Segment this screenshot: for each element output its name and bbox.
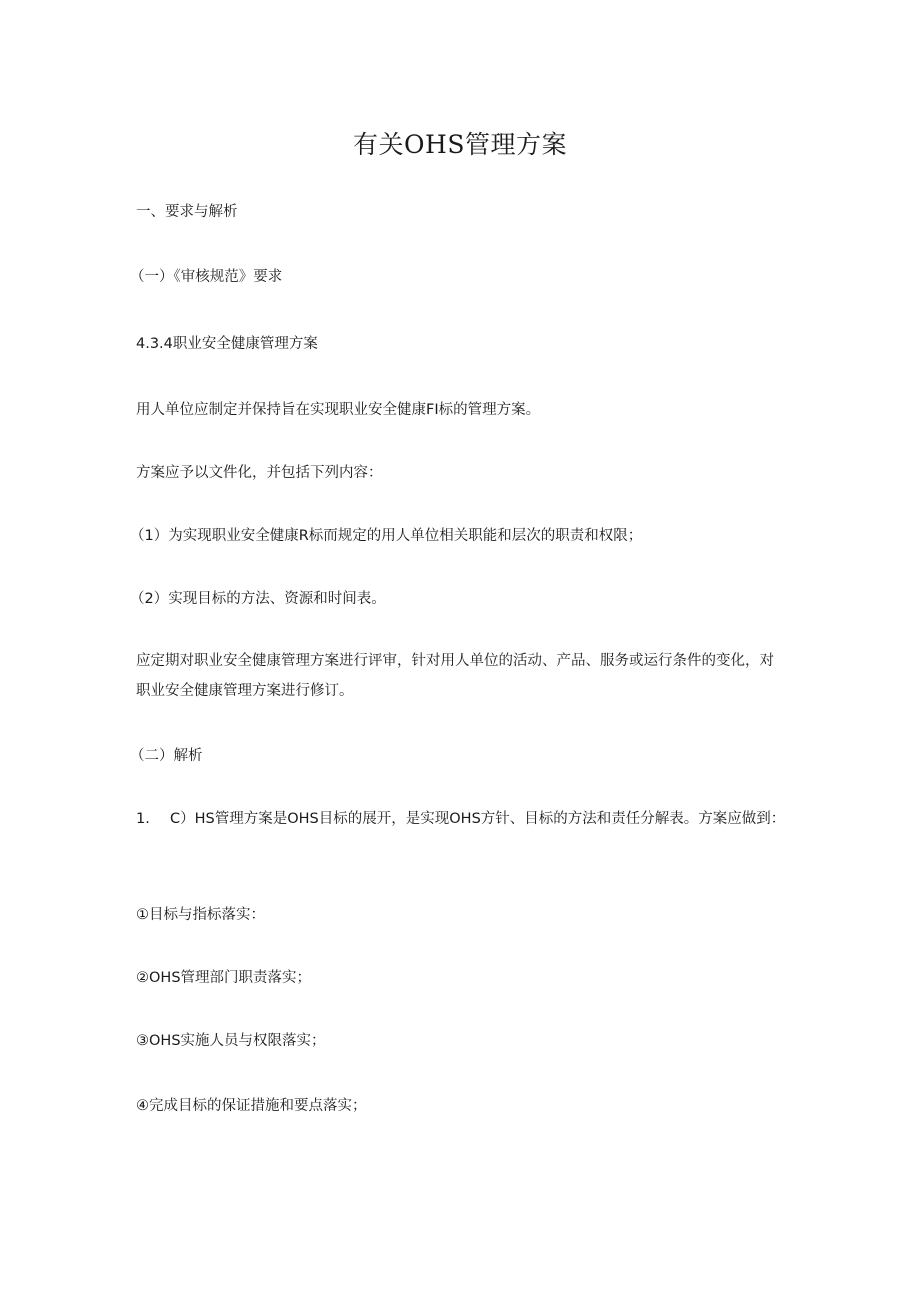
- paragraph: 应定期对职业安全健康管理方案进行评审，针对用人单位的活动、产品、服务或运行条件的变化，对职业安全健康管理方案进行修订。: [136, 653, 774, 699]
- paragraph: 方案应予以文件化，并包括下列内容：: [136, 465, 383, 481]
- list-item: ④完成目标的保证措施和要点落实；: [136, 1098, 367, 1114]
- paragraph: 用人单位应制定并保持旨在实现职业安全健康FI标的管理方案。: [136, 402, 541, 418]
- clause-heading: 4.3.4职业安全健康管理方案: [136, 336, 318, 352]
- list-item: ③OHS实施人员与权限落实；: [136, 1033, 326, 1049]
- subsection-heading: （二）解析: [130, 748, 203, 764]
- subsection-heading: （一）《审核规范》要求: [130, 269, 283, 285]
- point-text: C）HS管理方案是OHS目标的展开，是实现OHS方针、目标的方法和责任分解表。方案应做到：: [170, 811, 786, 827]
- point-number: 1.: [136, 811, 150, 827]
- list-item: ①目标与指标落实：: [136, 907, 265, 923]
- numbered-point: [136, 804, 786, 834]
- list-item: （2）实现目标的方法、资源和时间表。: [130, 591, 386, 607]
- list-item: （1）为实现职业安全健康R标而规定的用人单位相关职能和层次的职责和权限；: [130, 528, 643, 544]
- list-item: ②OHS管理部门职责落实；: [136, 970, 312, 986]
- document-title: 有关OHS管理方案: [353, 130, 567, 159]
- section-heading: 一、要求与解析: [136, 204, 238, 220]
